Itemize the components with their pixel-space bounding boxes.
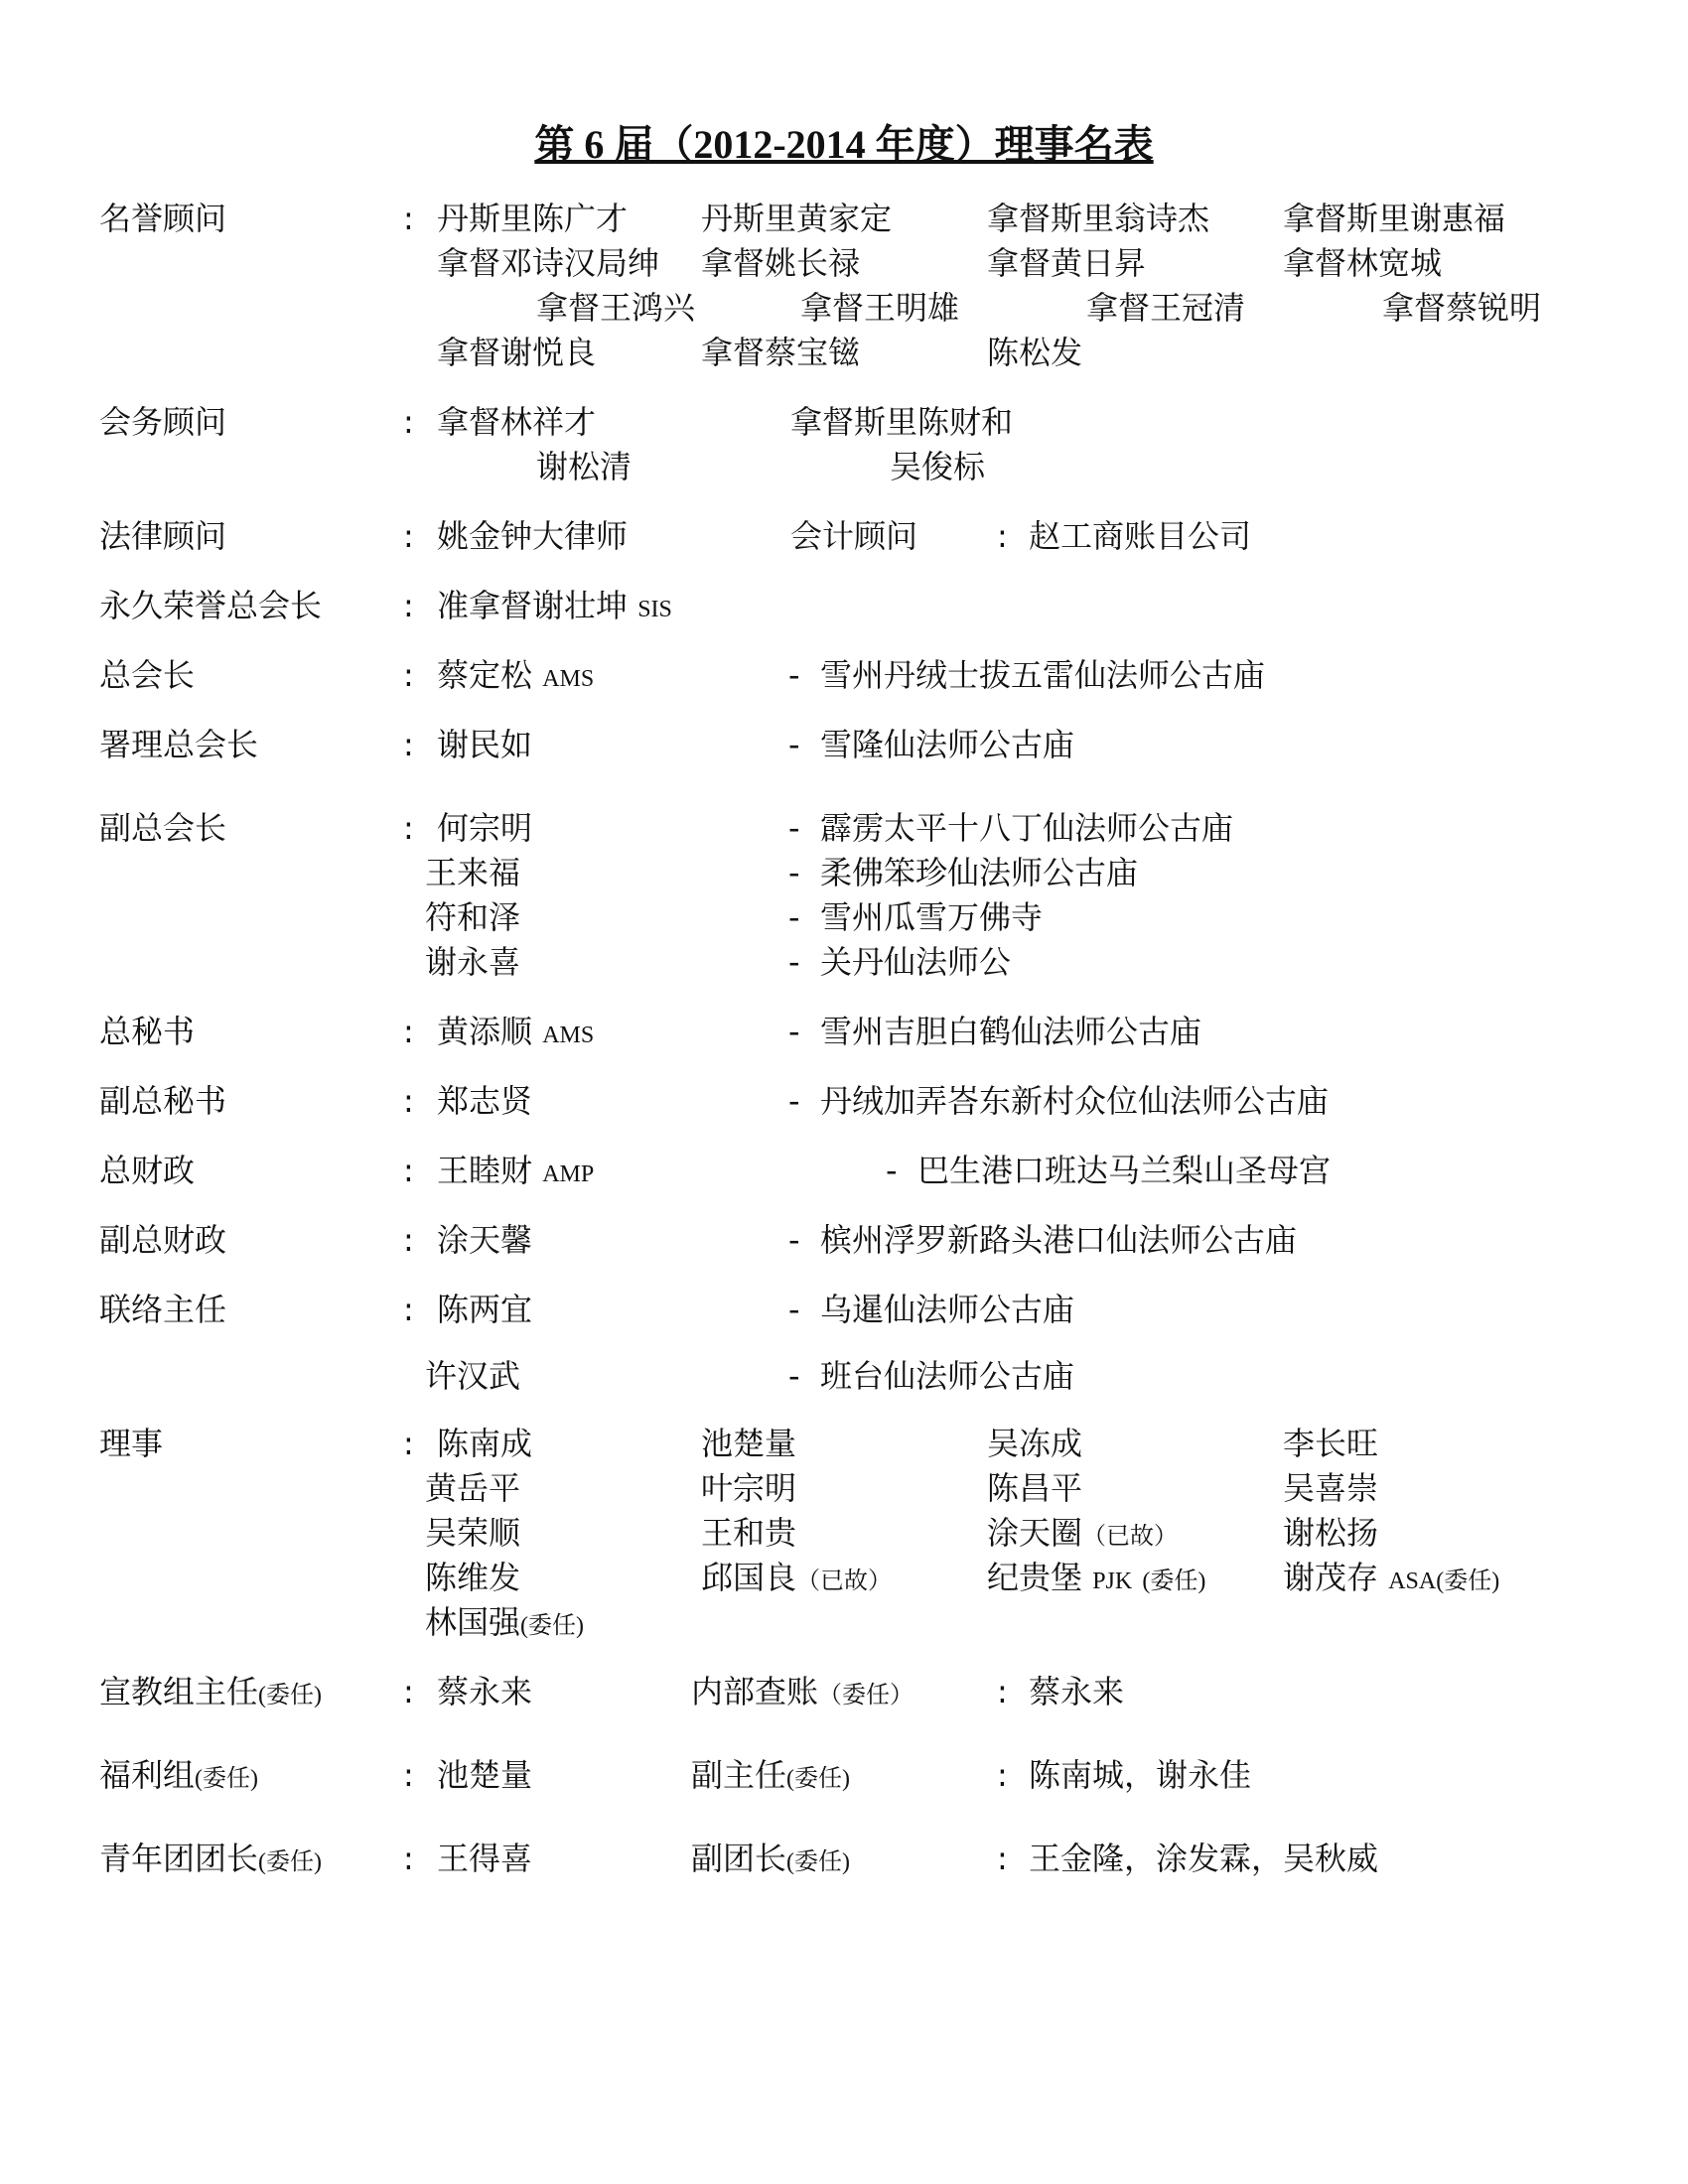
appointed-note: (委任) [1142,1569,1206,1594]
colon: : [403,726,414,763]
person-name: 王来福 [425,854,521,891]
hon-advisor-name: 拿督王明雄 [800,289,960,327]
appointed-note: （委任） [818,1683,914,1708]
legal-advisor-name: 姚金钟大律师 [437,517,629,555]
committee-member-entry [701,1556,892,1603]
colon: : [403,1756,414,1794]
label-internal-audit-entry [691,1670,914,1717]
person-name: 林国强 [425,1603,521,1641]
committee-member: 吴荣顺 [425,1514,521,1552]
affairs-advisor-name: 谢松清 [536,448,633,485]
dash: - [886,1152,898,1189]
person-name: 蔡永来 [1029,1673,1125,1710]
president-entry [437,653,594,701]
dash: - [788,1082,800,1120]
person-name: 准拿督谢壮坤 [437,587,629,624]
dash: - [788,1291,800,1328]
colon: : [403,517,414,555]
affairs-advisor-name: 吴俊标 [890,448,986,485]
colon: : [403,1425,414,1462]
person-name: 许汉武 [425,1357,521,1395]
person-name: 蔡定松 [437,656,533,694]
committee-member-entry [987,1511,1178,1559]
person-name: 谢民如 [437,726,533,763]
label-committee: 理事 [99,1425,164,1462]
hon-advisor-name: 拿督黄日昇 [987,244,1147,282]
temple-name: 雪州瓜雪万佛寺 [820,898,1044,936]
page-title: 第 6 届（2012-2014 年度）理事名表 [534,122,1154,167]
committee-member: 叶宗明 [701,1469,797,1507]
label-legal-advisor: 法律顾问 [99,517,227,555]
colon: : [403,1840,414,1877]
hon-advisor-name: 拿督王冠清 [1086,289,1246,327]
temple-name: 班台仙法师公古庙 [820,1357,1075,1395]
colon: : [403,1673,414,1710]
committee-member-entry [425,1600,584,1648]
label-propaganda-head: 宣教组主任 [99,1673,259,1710]
hon-advisor-name: 拿督邓诗汉局绅 [437,244,660,282]
label-welfare-group: 福利组 [99,1756,196,1794]
hon-advisor-name: 拿督蔡宝镃 [701,334,861,371]
label-youth-leader-entry [99,1837,322,1884]
committee-member: 陈维发 [425,1559,521,1596]
label-vice-president: 副总会长 [99,809,227,847]
label-acting-president: 署理总会长 [99,726,259,763]
colon: : [403,587,414,624]
appointed-note: (委任) [258,1683,322,1708]
label-deputy-head: 副主任 [691,1756,787,1794]
hon-advisor-name: 丹斯里黄家定 [701,200,893,237]
colon: : [403,403,414,441]
label-welfare-group-entry [99,1753,258,1801]
colon: : [997,1756,1008,1794]
appointed-note: (委任) [786,1849,850,1875]
hon-advisor-name: 拿督林宽城 [1283,244,1443,282]
affairs-advisor-name: 拿督林祥才 [437,403,597,441]
colon: : [403,656,414,694]
hon-advisor-name: 拿督蔡锐明 [1382,289,1542,327]
committee-member: 王和贵 [701,1514,797,1552]
person-name: 郑志贤 [437,1082,533,1120]
dash: - [788,809,800,847]
dash: - [788,1013,800,1050]
committee-member: 李长旺 [1283,1425,1379,1462]
person-name: 王得喜 [437,1840,533,1877]
deceased-note: （已故） [796,1569,893,1594]
dash: - [788,1221,800,1259]
temple-name: 槟州浮罗新路头港口仙法师公古庙 [820,1221,1298,1259]
person-name: 陈两宜 [437,1291,533,1328]
colon: : [997,1840,1008,1877]
label-deputy-head-entry [691,1753,850,1801]
person-name: 王睦财 [437,1152,533,1189]
appointed-note: (委任) [520,1613,584,1639]
colon: : [997,1673,1008,1710]
appointed-note: (委任) [1436,1569,1500,1594]
hon-advisor-name: 拿督姚长禄 [701,244,861,282]
dash: - [788,726,800,763]
temple-name: 雪州吉胆白鹤仙法师公古庙 [820,1013,1202,1050]
dash: - [788,943,800,981]
honorific-title: AMP [542,1161,595,1187]
hon-advisor-name: 拿督斯里翁诗杰 [987,200,1210,237]
treasurer-entry [437,1149,594,1196]
label-treasurer: 总财政 [99,1152,196,1189]
permanent-hon-president-entry [437,584,672,631]
label-president: 总会长 [99,656,196,694]
temple-name: 关丹仙法师公 [820,943,1012,981]
dash: - [788,656,800,694]
person-name: 池楚量 [437,1756,533,1794]
person-name: 涂天圈 [987,1514,1083,1552]
appointed-note: (委任) [786,1766,850,1792]
accounting-advisor-name: 赵工商账目公司 [1029,517,1252,555]
honorific-title: ASA [1388,1569,1437,1594]
secretary-general-entry [437,1010,594,1057]
person-name: 纪贵堡 [987,1559,1083,1596]
committee-member-entry [1283,1556,1499,1603]
honorific-title: SIS [637,597,672,622]
label-deputy-treasurer: 副总财政 [99,1221,227,1259]
committee-member: 池楚量 [701,1425,797,1462]
person-name: 谢永喜 [425,943,521,981]
hon-advisor-name: 陈松发 [987,334,1083,371]
label-accounting-advisor: 会计顾问 [790,517,918,555]
honorific-title: PJK [1092,1569,1133,1594]
person-name: 蔡永来 [437,1673,533,1710]
colon: : [403,1291,414,1328]
committee-member: 吴喜崇 [1283,1469,1379,1507]
committee-member-entry [987,1556,1205,1603]
label-deputy-secretary-general: 副总秘书 [99,1082,227,1120]
colon: : [403,1152,414,1189]
appointed-note: (委任) [258,1849,322,1875]
temple-name: 雪隆仙法师公古庙 [820,726,1075,763]
label-hon-advisor: 名誉顾问 [99,200,227,237]
committee-member: 谢松扬 [1283,1514,1379,1552]
appointed-note: (委任) [195,1766,258,1792]
label-deputy-leader: 副团长 [691,1840,787,1877]
temple-name: 霹雳太平十八丁仙法师公古庙 [820,809,1234,847]
colon: : [403,1221,414,1259]
label-permanent-hon-president: 永久荣誉总会长 [99,587,323,624]
temple-name: 雪州丹绒士拔五雷仙法师公古庙 [820,656,1266,694]
person-name: 何宗明 [437,809,533,847]
label-internal-audit: 内部查账 [691,1673,819,1710]
colon: : [403,1082,414,1120]
committee-member: 黄岳平 [425,1469,521,1507]
dash: - [788,854,800,891]
colon: : [403,200,414,237]
dash: - [788,1357,800,1395]
label-youth-leader: 青年团团长 [99,1840,259,1877]
honorific-title: AMS [542,1023,595,1048]
temple-name: 丹绒加弄峇东新村众位仙法师公古庙 [820,1082,1330,1120]
label-secretary-general: 总秘书 [99,1013,196,1050]
label-liaison-director: 联络主任 [99,1291,227,1328]
person-names: 王金隆，涂发霖，吴秋威 [1029,1840,1379,1877]
committee-member: 吴冻成 [987,1425,1083,1462]
committee-member: 陈昌平 [987,1469,1083,1507]
person-name: 黄添顺 [437,1013,533,1050]
label-propaganda-head-entry [99,1670,322,1717]
committee-member: 陈南成 [437,1425,533,1462]
hon-advisor-name: 拿督斯里谢惠福 [1283,200,1506,237]
colon: : [403,1013,414,1050]
person-name: 谢茂存 [1283,1559,1379,1596]
affairs-advisor-name: 拿督斯里陈财和 [790,403,1014,441]
dash: - [788,898,800,936]
hon-advisor-name: 拿督谢悦良 [437,334,597,371]
honorific-title: AMS [542,666,595,692]
colon: : [997,517,1008,555]
person-name: 邱国良 [701,1559,797,1596]
temple-name: 乌暹仙法师公古庙 [820,1291,1075,1328]
person-name: 符和泽 [425,898,521,936]
person-name: 涂天馨 [437,1221,533,1259]
label-deputy-leader-entry [691,1837,850,1884]
label-affairs-advisor: 会务顾问 [99,403,227,441]
person-names: 陈南城，谢永佳 [1029,1756,1252,1794]
temple-name: 巴生港口班达马兰梨山圣母宫 [917,1152,1332,1189]
deceased-note: （已故） [1082,1524,1179,1550]
hon-advisor-name: 拿督王鸿兴 [536,289,696,327]
hon-advisor-name: 丹斯里陈广才 [437,200,629,237]
colon: : [403,809,414,847]
temple-name: 柔佛笨珍仙法师公古庙 [820,854,1139,891]
